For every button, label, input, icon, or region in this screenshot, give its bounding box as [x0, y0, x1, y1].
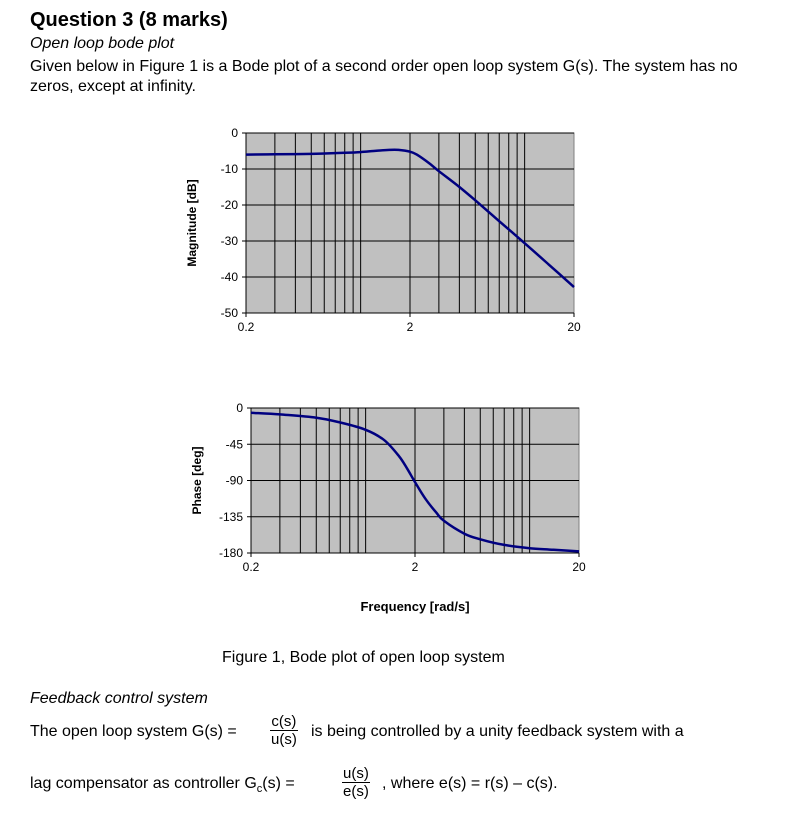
- y-axis-label: Magnitude [dB]: [185, 179, 199, 267]
- y-tick-label: -180: [218, 546, 243, 560]
- open-loop-suffix: is being controlled by a unity feedback system with a: [311, 723, 684, 740]
- x-tick-label: 20: [572, 560, 586, 574]
- y-tick-label: -135: [218, 509, 243, 524]
- question-title: Question 3 (8 marks): [30, 9, 228, 31]
- section-subtitle: Open loop bode plot: [30, 35, 175, 52]
- y-axis-label: Phase [deg]: [190, 446, 204, 515]
- x-tick-label: 20: [567, 320, 581, 334]
- controller-mid: (s) =: [262, 775, 295, 792]
- x-tick-label: 0.2: [237, 320, 255, 334]
- controller-text: [30, 775, 295, 795]
- y-tick-label: -20: [220, 198, 238, 212]
- y-tick-label: -30: [220, 234, 238, 248]
- y-tick-label: 0: [231, 126, 238, 140]
- x-tick-label: 2: [411, 560, 419, 574]
- y-tick-label: 0: [236, 401, 243, 415]
- magnitude-plot: [0, 0, 805, 360]
- controller-prefix: lag compensator as controller G: [30, 775, 257, 792]
- controller-subscript: c: [256, 783, 263, 796]
- y-tick-label: -50: [220, 306, 238, 320]
- y-tick-label: -45: [225, 437, 243, 452]
- x-tick-label: 0.2: [242, 560, 260, 574]
- open-loop-fraction: [270, 713, 298, 748]
- intro-paragraph: Given below in Figure 1 is a Bode plot of a second order open loop system G(s). The system has no zeros, except at infinity.: [30, 58, 738, 95]
- figure-caption: Figure 1, Bode plot of open loop system: [222, 649, 505, 666]
- fraction-denominator: e(s): [343, 783, 369, 800]
- fraction-numerator: u(s): [343, 765, 369, 782]
- open-loop-text: The open loop system G(s) =: [30, 723, 237, 740]
- feedback-heading: Feedback control system: [30, 690, 208, 707]
- x-tick-label: 2: [406, 320, 414, 334]
- fraction-numerator: c(s): [271, 713, 297, 730]
- y-tick-label: -10: [220, 162, 238, 176]
- controller-fraction: [342, 765, 370, 800]
- y-tick-label: -40: [220, 270, 238, 284]
- phase-plot: [0, 380, 805, 640]
- controller-suffix: , where e(s) = r(s) – c(s).: [382, 775, 558, 792]
- fraction-denominator: u(s): [271, 731, 297, 748]
- x-axis-label: Frequency [rad/s]: [360, 599, 470, 614]
- y-tick-label: -90: [225, 473, 243, 488]
